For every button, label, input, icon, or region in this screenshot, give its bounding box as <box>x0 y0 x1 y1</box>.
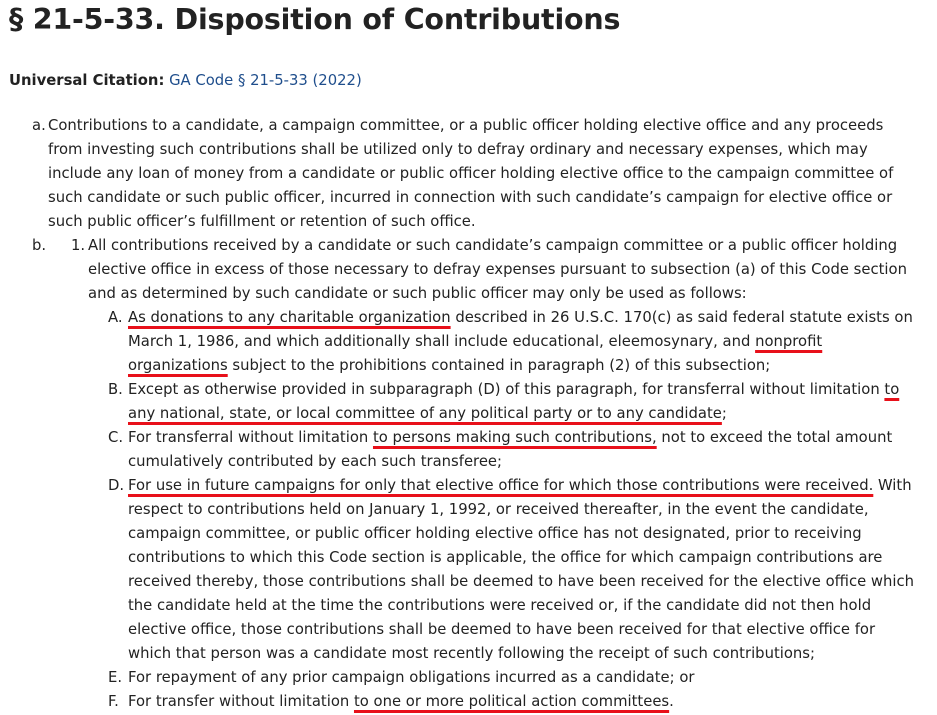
item-marker-C: C. <box>108 429 124 446</box>
citation-link[interactable]: GA Code § 21-5-33 (2022) <box>169 72 362 89</box>
line-text: March 1, 1986, and which additionally shall include educational, eleemosynary, and <box>128 333 756 350</box>
line-text: ; <box>721 405 727 422</box>
item-D-line <box>128 474 912 498</box>
item-D-line: campaign committee, or public officer holding elective office has not designated, prior to receiving <box>128 525 862 542</box>
underlined-phrase: As donations to any charitable organization <box>128 309 451 326</box>
item-a-line: Contributions to a candidate, a campaign committee, or a public officer holding elective office and any proceeds <box>48 117 884 134</box>
citation-label: Universal Citation: <box>9 72 165 89</box>
item-marker-b1: 1. <box>71 237 86 254</box>
item-marker-A: A. <box>108 309 123 326</box>
item-marker-b: b. <box>32 237 47 254</box>
item-marker-a: a. <box>32 117 46 134</box>
item-B-line <box>128 378 899 402</box>
item-marker-E: E. <box>108 669 123 686</box>
item-D-line: received thereby, those contributions shall be deemed to have been received for the elective office which <box>128 573 914 590</box>
underlined-phrase: to one or more political action committees <box>353 693 670 710</box>
item-b1-line: and as determined by such candidate or such public officer may only be used as follows: <box>88 285 747 302</box>
item-D-line: which that person was a candidate most recently following the receipt of such contributions; <box>128 645 815 662</box>
line-text: With <box>873 477 912 494</box>
item-D-line: the candidate held at the time the contributions were received or, if the candidate did not then hold <box>128 597 872 614</box>
line-text: Except as otherwise provided in subparagraph (D) of this paragraph, for transferral without limitation <box>128 381 885 398</box>
item-D-line: elective office, those contributions shall be deemed to have been received for that elective office for <box>128 621 876 638</box>
item-a-line: such candidate or such public officer, incurred in connection with such candidate’s campaign for elective office or <box>48 189 893 206</box>
item-C-line <box>128 426 892 450</box>
item-E-line: For repayment of any prior campaign obligations incurred as a candidate; or <box>128 669 695 686</box>
item-A-line <box>128 306 913 330</box>
item-B-line <box>128 402 727 426</box>
underlined-phrase: organizations <box>128 357 228 374</box>
section-title: § 21-5-33. Disposition of Contributions <box>9 3 621 36</box>
item-marker-F: F. <box>108 693 119 710</box>
item-marker-B: B. <box>108 381 123 398</box>
item-A-line <box>128 330 822 354</box>
underlined-phrase: nonprofit <box>755 333 823 350</box>
item-D-line: respect to contributions held on January 1, 1992, or received thereafter, in the event the candidate, <box>128 501 869 518</box>
item-marker-D: D. <box>108 477 125 494</box>
line-text: not to exceed the total amount <box>656 429 893 446</box>
item-b1-line: All contributions received by a candidate or such candidate’s campaign committee or a public officer holding <box>88 237 898 254</box>
underlined-phrase: For use in future campaigns for only that elective office for which those contributions were received. <box>128 477 874 494</box>
line-text: described in 26 U.S.C. 170(c) as said federal statute exists on <box>450 309 913 326</box>
line-text: For transferral without limitation <box>128 429 373 446</box>
item-D-line: contributions to which this Code section is applicable, the office for which campaign contributions are <box>128 549 883 566</box>
item-b1-line: elective office in excess of those necessary to defray expenses pursuant to subsection (a) of this Code section <box>88 261 907 278</box>
item-a-line: such public officer’s fulfillment or retention of such office. <box>48 213 476 230</box>
underlined-phrase: to persons making such contributions, <box>372 429 657 446</box>
line-text: For transfer without limitation <box>128 693 354 710</box>
line-text: . <box>669 693 674 710</box>
item-F-line <box>128 690 674 714</box>
line-text: subject to the prohibitions contained in paragraph (2) of this subsection; <box>227 357 771 374</box>
item-A-line <box>128 354 770 378</box>
item-a-line: from investing such contributions shall be utilized only to defray ordinary and necessary expenses, which may <box>48 141 868 158</box>
item-a-line: include any loan of money from a candidate or public officer holding elective office to the campaign committee of <box>48 165 894 182</box>
underlined-phrase: any national, state, or local committee of any political party or to any candidate <box>128 405 722 422</box>
universal-citation <box>9 71 362 91</box>
item-C-line: cumulatively contributed by each such transferee; <box>128 453 503 470</box>
underlined-phrase: to <box>884 381 900 398</box>
